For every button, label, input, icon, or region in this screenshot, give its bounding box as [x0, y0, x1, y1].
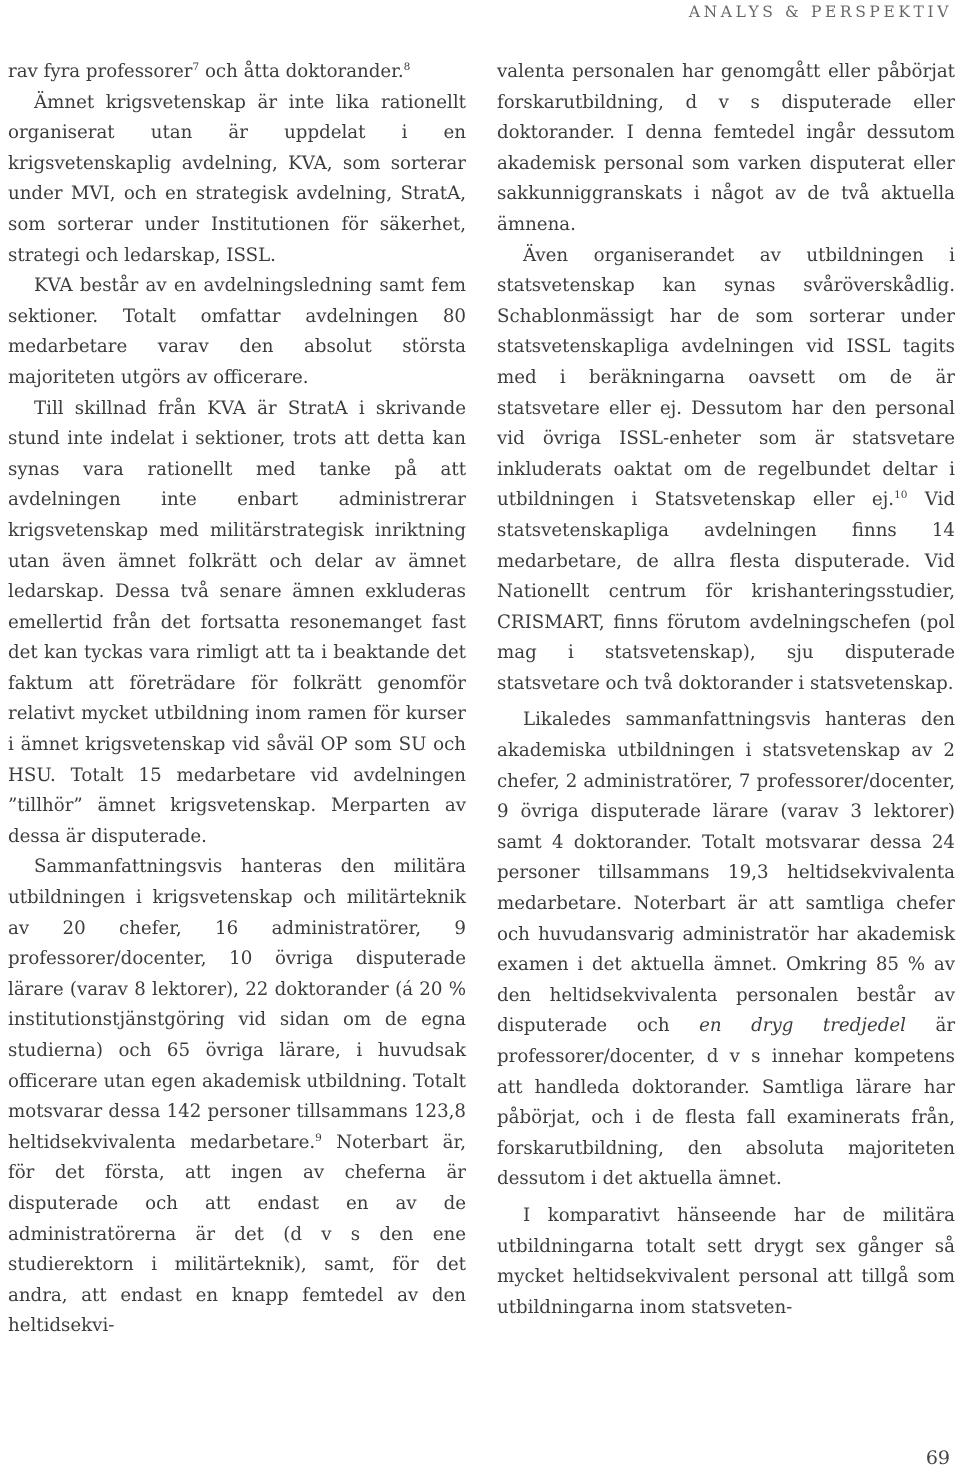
paragraph-text: Sammanfattningsvis hanteras den militära utbildningen i krigsvetenskap och militärteknik av 20 chefer, 16 administratörer, 9 professorer/docenter, 10 övriga disputerade lärare (varav 8 lektorer), 22 doktorander (á 20 % institutionstjänstgöring vid sidan om de egna studierna) och 65 övriga lärare, i huvudsak officerare utan egen akademisk utbildning. Totalt motsvarar dessa 142 personer tillsammans 123,8 heltidsekvivalenta medarbetare.: [8, 856, 466, 1153]
paragraph: Till skillnad från KVA är StratA i skrivande stund inte indelat i sektioner, trots att detta kan synas vara rationellt med tanke på att avdelningen inte enbart administrerar krigsvetenskap med militärstrategisk inriktning utan även ämnet folkrätt och delar av ämnet ledarskap. Dessa två senare ämnen exkluderas emellertid från det fortsatta resonemanget fast det kan tyckas vara rimligt att ta i beaktande det faktum att företrädare för folkrätt genomför relativt mycket utbildning inom ramen för kurser i ämnet krigsvetenskap vid såväl OP som SU och HSU. Totalt 15 medarbetare vid avdelningen ”tillhör” ämnet krigsvetenskap. Merparten av dessa är disputerade.: [8, 397, 466, 847]
page-number: 69: [925, 1447, 950, 1469]
footnote-marker: 8: [403, 61, 411, 74]
paragraph-text: och åtta doktorander.: [199, 61, 404, 82]
right-column: [497, 57, 955, 1323]
paragraph: [8, 57, 466, 88]
running-head: ANALYS & PERSPEKTIV: [688, 3, 952, 21]
emphasis-text: en dryg tredjedel: [699, 1015, 906, 1037]
paragraph-text: Vid statsvetenskapliga avdelningen finns 14 medarbetare, de allra flesta disputerade. Vid Nationellt centrum för krishanteringsstudier, CRISMART, finns förutom avdelningschefen (pol mag i statsvetenskap), sju disputerade statsvetare och två doktorander i statsvetenskap.: [497, 489, 955, 694]
paragraph: [497, 241, 955, 700]
paragraph: Ämnet krigsvetenskap är inte lika rationellt organiserat utan är uppdelat i en krigsvetenskaplig avdelning, KVA, som sorterar under MVI, och en strategisk avdelning, StratA, som sorterar under Institutionen för säkerhet, strategi och ledarskap, ISSL.: [8, 91, 466, 266]
paragraph: I komparativt hänseende har de militära utbildningarna totalt sett drygt sex gånger så mycket heltidsekvivalent personal att tillgå som utbildningarna inom statsveten-: [497, 1204, 955, 1318]
footnote-marker: 10: [894, 489, 908, 502]
paragraph: [497, 705, 955, 1195]
paragraph-text: är professorer/docenter, d v s innehar kompetens att handleda doktorander. Samtliga lärare har påbörjat, och i de flesta fall examinerats från, forskarutbildning, den absoluta majoriteten dessutom i det aktuella ämnet.: [497, 1015, 956, 1190]
paragraph: KVA består av en avdelningsledning samt fem sektioner. Totalt omfattar avdelningen 80 medarbetare varav den absolut största majoriteten utgörs av officerare.: [8, 275, 466, 388]
paragraph-text: Även organiserandet av utbildningen i statsvetenskap kan synas svåröverskådlig. Schablonmässigt har de som sorterar under statsvetenskapliga avdelningen vid ISSL tagits med i beräkningarna oavsett om de är statsvetare eller ej. Dessutom har den personal vid övriga ISSL-enheter som är statsvetare inkluderats oaktat om de regelbundet deltar i utbildningen i Statsvetenskap eller ej.: [497, 244, 955, 511]
footnote-marker: 9: [315, 1131, 322, 1144]
paragraph-text: Likaledes sammanfattningsvis hanteras den akademiska utbildningen i statsvetenskap av 2 chefer, 2 administratörer, 7 professorer/docenter, 9 övriga disputerade lärare (varav 3 lektorer) samt 4 doktorander. Totalt motsvarar dessa 24 personer tillsammans 19,3 heltidsekvivalenta medarbetare. Noterbart är att samtliga chefer och huvudansvarig administratör har akademisk examen i det aktuella ämnet. Omkring 85 % av den heltidsekvivalenta personalen består av disputerade och: [497, 709, 955, 1037]
footnote-marker: 7: [192, 61, 200, 74]
paragraph: [8, 852, 466, 1342]
paragraph-text: Noterbart är, för det första, att ingen av cheferna är disputerade och att endast en av de administratörerna är det (d v s den ene studierektorn i militärteknik), samt, för det andra, att endast en knapp femtedel av den heltidsekvi-: [8, 1131, 466, 1337]
paragraph-text: rav fyra professorer: [8, 61, 193, 82]
left-column: [8, 57, 466, 1342]
paragraph: valenta personalen har genomgått eller påbörjat forskarutbildning, d v s disputerade eller doktorander. I denna femtedel ingår dessutom akademisk personal som varken disputerat eller sakkunniggranskats i något av de två aktuella ämnena.: [497, 61, 955, 235]
